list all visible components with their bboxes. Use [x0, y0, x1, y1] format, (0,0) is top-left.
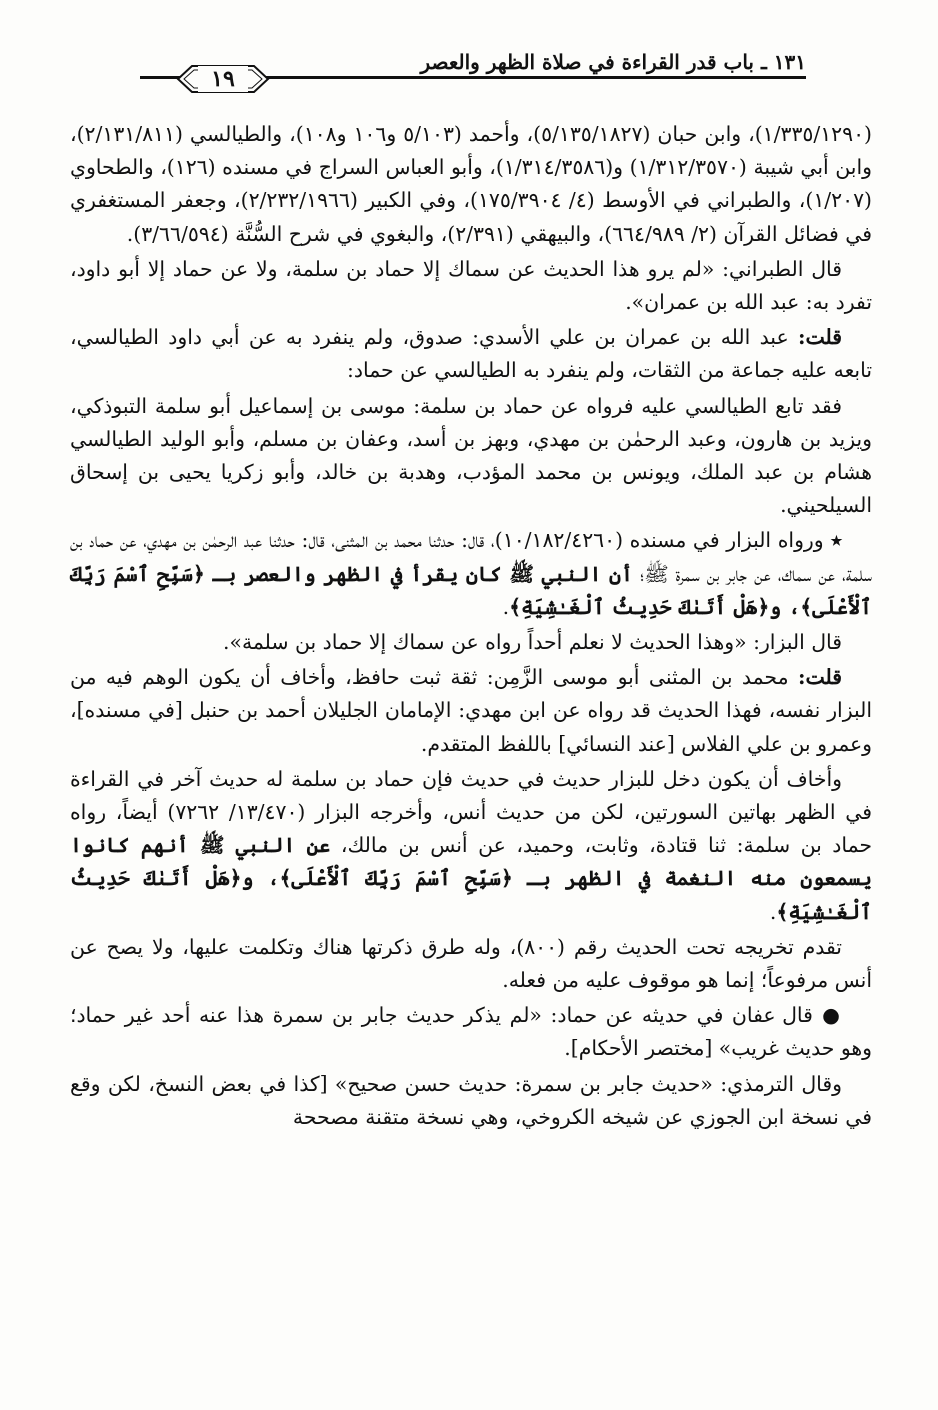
bold-text: ● — [812, 1003, 842, 1028]
text-run: قال عفان في حديثه عن حماد: «لم يذكر حديث جابر بن سمرة هذا عنه أحد غير حماد؛ وهو حديث غريب» [مختصر الأحكام]. — [70, 1003, 872, 1061]
paragraph — [70, 253, 872, 319]
paragraph — [70, 321, 872, 387]
bold-text: قلت: — [797, 325, 842, 350]
page-number: ١٩ — [198, 66, 248, 92]
running-title: ١٣١ ـ باب قدر القراءة في صلاة الظهر والعصر — [420, 50, 806, 74]
paragraph — [70, 390, 872, 523]
text-run: . — [769, 899, 777, 924]
bold-text: أن النبي ﷺ كان يقرأ في الظهر والعصر بـ ﴿سَبِّحِ ٱسْمَ رَبِّكَ ٱلْأَعْلَى﴾، و﴿هَلْ أَتَىٰكَ حَدِيثُ ٱلْغَـٰشِيَةِ﴾ — [70, 561, 872, 619]
paragraph — [70, 763, 872, 929]
paragraph — [70, 661, 872, 761]
paragraph — [70, 1068, 872, 1134]
bold-text: عن النبي ﷺ أنهم كانوا يسمعون منه النغمة في الظهر بـ ﴿سَبِّحِ ٱسْمَ رَبِّكَ ٱلْأَعْلَى﴾، و﴿هَلْ أَتَىٰكَ حَدِيثُ ٱلْغَـٰشِيَةِ﴾ — [70, 833, 872, 924]
paragraph — [70, 999, 872, 1065]
text-run: عبد الله بن عمران بن علي الأسدي: صدوق، ولم ينفرد به عن أبي داود الطيالسي، تابعه عليه جماعة من الثقات، ولم ينفرد به الطيالسي عن حماد: — [70, 325, 872, 383]
paragraph — [70, 118, 872, 251]
text-run: تقدم تخريجه تحت الحديث رقم (٨٠٠)، وله طرق ذكرتها هناك وتكلمت عليها، ولا يصح عن أنس مرفوعاً؛ إنما هو موقوف عليه من فعله. — [70, 934, 872, 993]
page-header — [70, 0, 872, 100]
text-run: . — [502, 594, 510, 619]
paragraph — [70, 524, 872, 624]
main-text — [70, 118, 872, 1134]
bold-text: ٭ — [823, 528, 842, 553]
paragraph — [70, 626, 872, 659]
text-run: فقد تابع الطيالسي عليه فرواه عن حماد بن سلمة: موسى بن إسماعيل أبو سلمة التبوذكي، ويزيد بن هارون، وعبد الرحمٰن بن مهدي، وبهز بن أسد، وعفان بن مسلم، وأبو الوليد الطيالسي هشام بن عبد الملك، ويونس بن محمد المؤدب، وهدبة بن خالد، وأبو زكريا يحيى بن إسحاق السيلحيني. — [70, 393, 872, 518]
text-run: وأخاف أن يكون دخل للبزار حديث في حديث فإن حماد بن سلمة له حديث آخر في القراءة في الظهر بهاتين السورتين، لكن من حديث أنس، وأخرجه البزار (١٣/٤٧٠/ ٧٢٦٢) أيضاً، رواه حماد بن سلمة: ثنا قتادة، وثابت، وحميد، عن أنس بن مالك، — [70, 766, 872, 858]
bold-text: قلت: — [797, 665, 842, 690]
text-run: ورواه البزار في مسنده (١٠/١٨٢/٤٢٦٠)، قال: حدثنا محمد بن المثنى، قال: حدثنا عبد الرحمٰن بن مهدي، عن حماد بن سلمة، عن سماك، عن جابر بن سمرة ﷺ؛ — [70, 528, 873, 586]
text-run: محمد بن المثنى أبو موسى الزَّمِن: ثقة ثبت حافظ، وأخاف أن يكون الوهم فيه من البزار نفسه، فهذا الحديث قد رواه عن ابن مهدي: الإمامان الجليلان أحمد بن حنبل [في مسنده]، وعمرو بن علي الفلاس [عند النسائي] باللفظ المتقدم. — [70, 665, 872, 756]
text-run: (١/٣٣٥/١٢٩٠)، وابن حبان (٥/١٣٥/١٨٢٧)، وأحمد (٥/١٠٣ و١٠٦ و١٠٨)، والطيالسي (٢/١٣١/٨١١)، وابن أبي شيبة (١/٣١٢/٣٥٧٠) و(١/٣١٤/٣٥٨٦)، وأبو العباس السراج في مسنده (١٢٦)، والطحاوي (١/٢٠٧)، والطبراني في الأوسط (٤/ ١٧٥/٣٩٠٤)، وفي الكبير (٢/٢٣٢/١٩٦٦)، وجعفر المستغفري في فضائل القرآن (٢/ ٦٦٤/٩٨٩)، والبيهقي (٢/٣٩١)، والبغوي في شرح السُّنَّة (٣/٦٦/٥٩٤). — [70, 122, 872, 246]
page-number-ornament — [174, 62, 272, 96]
text-run: وقال الترمذي: «حديث جابر بن سمرة: حديث حسن صحيح» [كذا في بعض النسخ، لكن وقع في نسخة ابن الجوزي عن شيخه الكروخي، وهي نسخة متقنة مصححة — [70, 1071, 872, 1129]
text-run: قال الطبراني: «لم يرو هذا الحديث عن سماك إلا حماد بن سلمة، ولا عن حماد إلا أبو داود، تفرد به: عبد الله بن عمران». — [70, 256, 872, 315]
text-run: قال البزار: «وهذا الحديث لا نعلم أحداً رواه عن سماك إلا حماد بن سلمة». — [223, 630, 842, 655]
paragraph — [70, 931, 872, 997]
